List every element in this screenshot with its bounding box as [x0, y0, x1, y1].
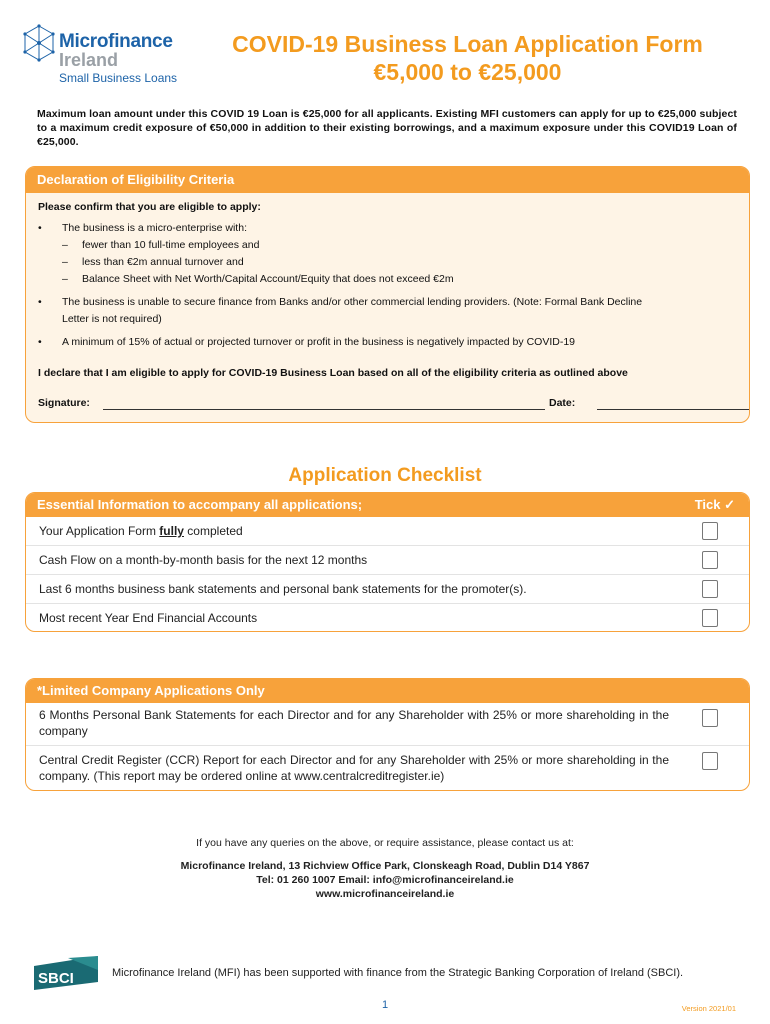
eligibility-bullet: • The business is a micro-enterprise with:: [38, 222, 247, 234]
limited-company-row: 6 Months Personal Bank Statements for each Director and for any Shareholder with 25% or more shareholding in the company: [26, 703, 749, 745]
contact-address: Microfinance Ireland, 13 Richview Office Park, Clonskeagh Road, Dublin D14 Y867: [180, 860, 590, 872]
cube-network-icon: [22, 24, 56, 64]
sbci-support-text: Microfinance Ireland (MFI) has been supported with finance from the Strategic Banking Corporation of Ireland (SBCI).: [112, 967, 684, 979]
brand-tagline: Small Business Loans: [59, 71, 178, 85]
checklist-row: Most recent Year End Financial Accounts: [26, 604, 749, 632]
form-title-line1: COVID-19 Business Loan Application Form: [232, 31, 703, 57]
checklist-row: Cash Flow on a month-by-month basis for the next 12 months: [26, 546, 749, 575]
checklist-row: Your Application Form fully completed: [26, 517, 749, 546]
checkbox[interactable]: [702, 609, 718, 627]
eligibility-sub-item: – less than €2m annual turnover and: [62, 256, 244, 268]
checkbox[interactable]: [702, 752, 718, 770]
checkbox[interactable]: [702, 709, 718, 727]
checkbox[interactable]: [702, 580, 718, 598]
eligibility-sub-item: – Balance Sheet with Net Worth/Capital Account/Equity that does not exceed €2m: [62, 273, 454, 285]
contact-phone-email: Tel: 01 260 1007 Email: info@microfinanceireland.ie: [256, 874, 514, 886]
limited-company-section: [25, 678, 750, 791]
date-label: Date:: [549, 397, 576, 409]
checklist-row: Last 6 months business bank statements and personal bank statements for the promoter(s).: [26, 575, 749, 604]
date-field[interactable]: [597, 409, 750, 410]
eligibility-declaration: I declare that I am eligible to apply for COVID-19 Business Loan based on all of the eligibility criteria as outlined above: [38, 367, 628, 379]
contact-website[interactable]: www.microfinanceireland.ie: [315, 888, 455, 900]
checklist-section: [25, 492, 750, 632]
brand-name-line1: Microfinance: [59, 31, 173, 52]
checklist-heading: Essential Information to accompany all applications; Tick ✓: [26, 493, 749, 517]
page-number: 1: [381, 999, 389, 1011]
svg-text:SBCI: SBCI: [38, 970, 74, 987]
form-title: [190, 30, 745, 86]
signature-date-line: [38, 397, 737, 413]
eligibility-heading: Declaration of Eligibility Criteria: [26, 167, 749, 193]
contact-block: [0, 836, 770, 901]
contact-query: If you have any queries on the above, or require assistance, please contact us at:: [196, 837, 574, 849]
checkbox[interactable]: [702, 551, 718, 569]
loan-intro-text: Maximum loan amount under this COVID 19 Loan is €25,000 for all applicants. Existing MFI customers can apply for up to €25,000 subject to a maximum credit exposure of €50,000 in addition to their existing borrowings, and a maximum exposure under this COVID19 Loan of €25,000.: [37, 108, 737, 148]
microfinance-ireland-logo: [22, 22, 182, 86]
eligibility-bullet: • The business is unable to secure finance from Banks and/or other commercial lending providers. (Note: Formal Bank Decline Letter is not required): [38, 296, 643, 325]
signature-label: Signature:: [38, 397, 90, 409]
eligibility-bullet: • A minimum of 15% of actual or projected turnover or profit in the business is negatively impacted by COVID-19: [38, 336, 575, 348]
sbci-logo: [34, 956, 98, 990]
limited-company-heading: *Limited Company Applications Only: [26, 679, 749, 703]
tick-column-label: Tick ✓: [694, 497, 735, 512]
limited-company-row: Central Credit Register (CCR) Report for each Director and for any Shareholder with 25% or more shareholding in the company. (This report may be ordered online at www.centralcreditregister.ie): [26, 745, 749, 790]
eligibility-section: [25, 166, 750, 423]
form-title-line2: €5,000 to €25,000: [373, 59, 562, 85]
eligibility-confirm: Please confirm that you are eligible to apply:: [38, 201, 261, 213]
checkbox[interactable]: [702, 522, 718, 540]
signature-field[interactable]: [103, 409, 545, 410]
checklist-title: Application Checklist: [288, 465, 482, 486]
brand-name-line2: Ireland: [59, 50, 119, 70]
version-label: Version 2021/01: [681, 1004, 736, 1013]
eligibility-sub-item: – fewer than 10 full-time employees and: [62, 239, 260, 251]
